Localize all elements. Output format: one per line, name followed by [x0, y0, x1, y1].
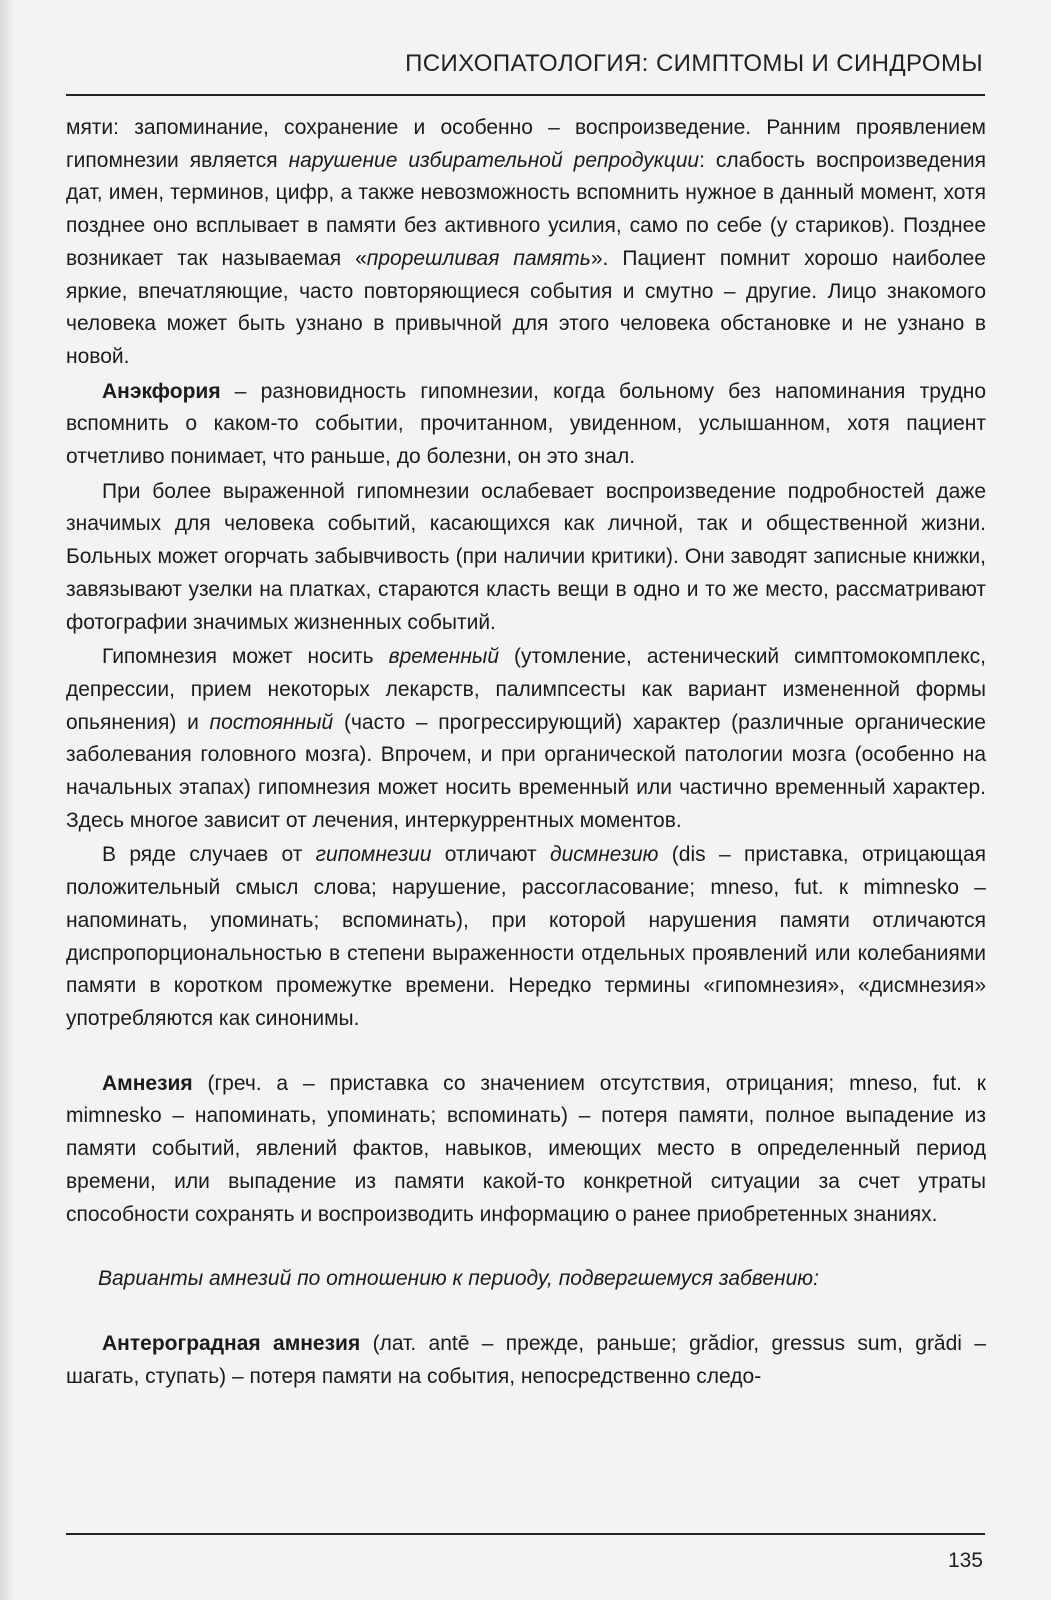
definition-term: Антероградная амнезия	[102, 1331, 361, 1355]
emphasis-term: гипомнезии	[315, 843, 432, 867]
page-spine-shadow	[0, 0, 14, 1600]
paragraph-severe-hypomnesia: При более выраженной гипомнезии ослабевает воспроизведение подробностей даже значимых для человека событий, касающихся как личной, так и общественной жизни. Больных может огорчать забывчивость (при наличии критики). Они заводят записные книжки, завязывают узелки на платках, стараются класть вещи в одно и то же место, рассматривают фотографии значимых жизненных событий.	[66, 479, 986, 634]
running-head: ПСИХОПАТОЛОГИЯ: СИМПТОМЫ И СИНДРОМЫ	[405, 50, 983, 77]
definition-term: Анэкфория	[102, 379, 221, 403]
amnesia-variants-caption: Варианты амнезий по отношению к периоду, подвергшемуся забвению:	[98, 1267, 819, 1291]
emphasis-term: дисмнезию	[550, 843, 659, 867]
emphasis-term: временный	[388, 645, 500, 669]
paragraph-dysmnesia: В ряде случаев от гипомнезии отличают дисмнезию (dis – приставка, отрицающая положительный смысл слова; нарушение, рассогласование; mneso, fut. к mimnesko – напоминать, упоминать; вспоминать), при которой нарушения памяти отличаются диспропорциональностью в степени выраженности отдельных проявлений или колебаниями памяти в коротком промежутке времени. Нередко термины «гипомнезия», «дисмнезия» употребляются как синонимы.	[66, 843, 986, 1030]
page-number: 135	[947, 1549, 983, 1572]
body-text	[66, 112, 986, 1393]
emphasis-term: постоянный	[209, 710, 334, 734]
header-rule	[66, 94, 985, 96]
emphasis-term: прорешливая память	[366, 246, 591, 270]
definition-term: Амнезия	[102, 1071, 193, 1095]
emphasis-term: нарушение избирательной репродукции	[288, 148, 700, 172]
paragraph-hypomnesia-types: Гипомнезия может носить временный (утомление, астенический симптомокомплекс, депрессии, прием некоторых лекарств, палимпсесты как вариант измененной формы опьянения) и постоянный (часто – прогрессирующий) характер (различные органические заболевания головного мозга). Впрочем, и при органической патологии мозга (особенно на начальных этапах) гипомнезия может носить временный или частично временный характер. Здесь многое зависит от лечения, интеркуррентных моментов.	[66, 645, 986, 832]
paragraph-amnesia: Амнезия (греч. a – приставка со значением отсутствия, отрицания; mneso, fut. к mimnesko – напоминать, упоминать; вспоминать) – потеря памяти, полное выпадение из памяти событий, явлений фактов, навыков, имеющих место в определенный период времени, или выпадение из памяти какой-то конкретной ситуации за счет утраты способности сохранять и воспроизводить информацию о ранее приобретенных знаниях.	[66, 1071, 986, 1226]
footer-rule	[66, 1533, 985, 1535]
paragraph-anecphoria: Анэкфория – разновидность гипомнезии, когда больному без напоминания трудно вспомнить о каком-то событии, прочитанном, увиденном, услышанном, хотя пациент отчетливо понимает, что раньше, до болезни, он это знал.	[66, 379, 986, 469]
paragraph-hypomnesia-intro: мяти: запоминание, сохранение и особенно – воспроизведение. Ранним проявлением гипомнезии является нарушение избирательной репродукции: слабость воспроизведения дат, имен, терминов, цифр, а также невозможность вспомнить нужное в данный момент, хотя позднее оно всплывает в памяти без активного усилия, само по себе (у стариков). Позднее возникает так называемая «прорешливая память». Пациент помнит хорошо наиболее яркие, впечатляющие, часто повторяющиеся события и смутно – другие. Лицо знакомого человека может быть узнано в привычной для этого человека обстановке и не узнано в новой.	[66, 116, 986, 368]
paragraph-anterograde-amnesia: Антероградная амнезия (лат. antē – прежде, раньше; grădior, gressus sum, grădi – шагать, ступать) – потеря памяти на события, непосредственно следо-	[66, 1331, 986, 1388]
